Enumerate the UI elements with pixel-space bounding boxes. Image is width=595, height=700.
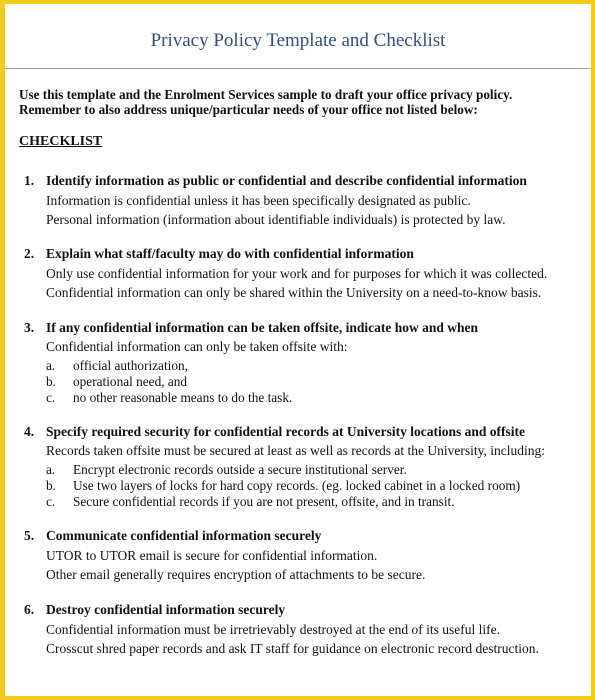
item-heading: If any confidential information can be taken offsite, indicate how and when: [46, 320, 479, 335]
subitem-letter: a.: [46, 358, 56, 373]
item-heading: Identify information as public or confidential and describe confidential information: [46, 173, 527, 188]
item-heading: Specify required security for confidential records at University locations and offsite: [46, 424, 525, 439]
subitem-text: official authorization,: [73, 358, 188, 373]
item-number: 5.: [24, 528, 35, 543]
item-number: 1.: [24, 173, 35, 188]
subitem-letter: b.: [46, 374, 56, 389]
title-divider: [5, 68, 591, 69]
intro-text: [19, 87, 589, 117]
intro-line-2: Remember to also address unique/particular needs of your office not listed below:: [19, 102, 478, 117]
item-line: Confidential information must be irretrievably destroyed at the end of its useful life.: [46, 622, 501, 637]
checklist-heading: CHECKLIST: [19, 134, 103, 149]
item-line: Crosscut shred paper records and ask IT staff for guidance on electronic record destruction.: [46, 641, 539, 656]
subitem-text: operational need, and: [73, 374, 188, 389]
subitem-letter: b.: [46, 478, 56, 493]
subitem-letter: a.: [46, 462, 56, 477]
item-line: Information is confidential unless it has been specifically designated as public.: [46, 193, 471, 208]
subitem-text: Use two layers of locks for hard copy records. (eg. locked cabinet in a locked room): [73, 478, 521, 493]
item-line: Other email generally requires encryption of attachments to be secure.: [46, 567, 426, 582]
item-heading: Communicate confidential information securely: [46, 528, 322, 543]
item-number: 2.: [24, 246, 35, 261]
item-number: 3.: [24, 320, 35, 335]
subitem-text: no other reasonable means to do the task.: [73, 390, 293, 405]
item-line: Personal information (information about identifiable individuals) is protected by law.: [46, 212, 506, 227]
item-line: Confidential information can only be shared within the University on a need-to-know basis.: [46, 285, 542, 300]
item-number: 6.: [24, 602, 35, 617]
subitem-text: Encrypt electronic records outside a secure institutional server.: [73, 462, 407, 477]
item-line: Only use confidential information for your work and for purposes for which it was collected.: [46, 266, 548, 281]
document-page: [5, 4, 591, 696]
subitem-letter: c.: [46, 390, 56, 405]
item-heading: Explain what staff/faculty may do with confidential information: [46, 246, 414, 261]
item-heading: Destroy confidential information securely: [46, 602, 286, 617]
item-line: Confidential information can only be taken offsite with:: [46, 339, 348, 354]
item-line: UTOR to UTOR email is secure for confidential information.: [46, 548, 378, 563]
page-title: Privacy Policy Template and Checklist: [150, 30, 446, 51]
subitem-text: Secure confidential records if you are not present, offsite, and in transit.: [73, 494, 455, 509]
item-line: Records taken offsite must be secured at least as well as records at the University, including:: [46, 443, 545, 458]
item-number: 4.: [24, 424, 35, 439]
intro-line-1: Use this template and the Enrolment Services sample to draft your office privacy policy.: [19, 87, 513, 102]
subitem-letter: c.: [46, 494, 56, 509]
